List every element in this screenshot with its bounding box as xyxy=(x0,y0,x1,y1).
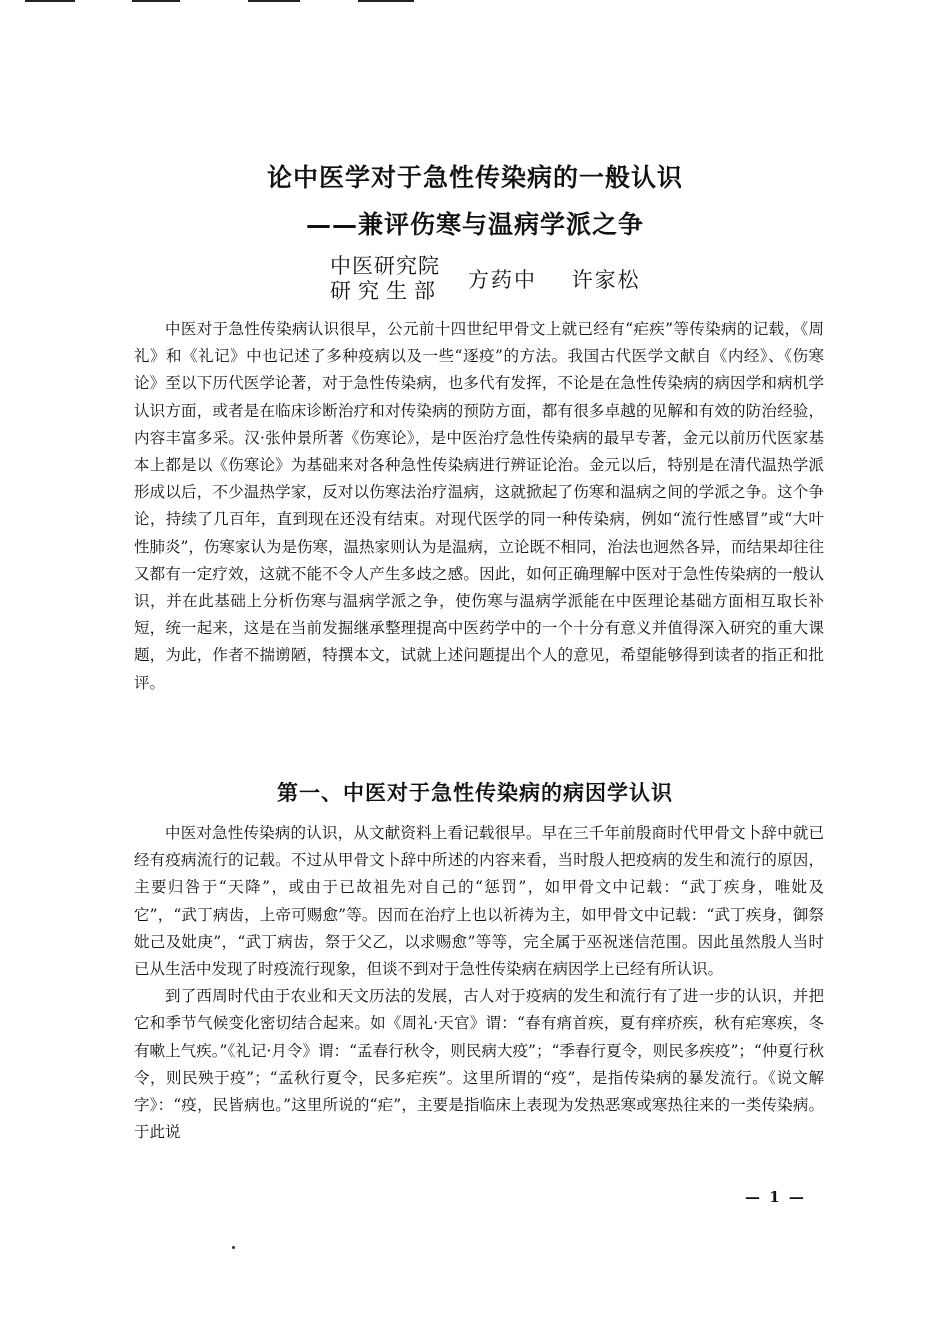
top-rule-2 xyxy=(132,0,180,2)
section-heading: 第一、中医对于急性传染病的病因学认识 xyxy=(277,780,673,805)
body-paragraph: 到了西周时代由于农业和天文历法的发展，古人对于疫病的发生和流行有了进一步的认识，并把它和季节气候变化密切结合起来。如《周礼·天官》谓：“春有痟首疾，夏有痒疥疾，秋有疟寒疾，冬有嗽上气疾。”《礼记·月令》谓：“孟春行秋令，则民病大疫”；“季春行夏令，则民多疾疫”；“仲夏行秋令，则民殃于疫”；“孟秋行夏令，民多疟疾”。这里所谓的“疫”，是指传染病的暴发流行。《说文解字》：“疫，民皆病也。”这里所说的“疟”，主要是指临床上表现为发热恶寒或寒热往来的一类传染病。于此说 xyxy=(134,987,824,1142)
scan-speck xyxy=(232,1246,235,1249)
author-affiliation xyxy=(330,254,442,304)
author-list xyxy=(468,264,641,294)
paper-subtitle: ——兼评伤寒与温病学派之争 xyxy=(305,210,644,239)
byline xyxy=(330,254,690,304)
author-name: 方药中 xyxy=(468,268,537,292)
page-number: — 1 — xyxy=(745,1188,806,1206)
top-rule-3 xyxy=(248,0,300,2)
intro-paragraph: 中医对于急性传染病认识很早，公元前十四世纪甲骨文上就已经有“疟疾”等传染病的记载，《周礼》和《礼记》中也记述了多种疫病以及一些“逐疫”的方法。我国古代医学文献自《内经》、《伤寒论》至以下历代医学论著，对于急性传染病，也多代有发挥，不论是在急性传染病的病因学和病机学认识方面，或者是在临床诊断治疗和对传染病的预防方面，都有很多卓越的见解和有效的防治经验，内容丰富多采。汉·张仲景所著《伤寒论》，是中医治疗急性传染病的最早专著，金元以前历代医家基本上都是以《伤寒论》为基础来对各种急性传染病进行辨证论治。金元以后，特别是在清代温热学派形成以后，不少温热学家，反对以伤寒法治疗温病，这就掀起了伤寒和温病之间的学派之争。这个争论，持续了几百年，直到现在还没有结束。对现代医学的同一种传染病，例如“流行性感冒”或“大叶性肺炎”，伤寒家认为是伤寒，温热家则认为是温病，立论既不相同，治法也迥然各异，而结果却往往又都有一定疗效，这就不能不令人产生多歧之感。因此，如何正确理解中医对于急性传染病的一般认识，并在此基础上分析伤寒与温病学派之争，使伤寒与温病学派能在中医理论基础方面相互取长补短，统一起来，这是在当前发掘继承整理提高中医药学中的一个十分有意义并值得深入研究的重大课题，为此，作者不揣谫陋，特撰本文，试就上述问题提出个人的意见，希望能够得到读者的指正和批评。 xyxy=(134,320,824,692)
paper-title: 论中医学对于急性传染病的一般认识 xyxy=(266,163,683,192)
author-name: 许家松 xyxy=(571,268,641,292)
top-rule-1 xyxy=(25,0,75,2)
intro-section xyxy=(134,316,824,697)
affiliation-line-1: 中医研究院 xyxy=(330,254,440,278)
top-rule-4 xyxy=(358,0,414,2)
body-paragraph: 中医对急性传染病的认识，从文献资料上看记载很早。早在三千年前殷商时代甲骨文卜辞中就已经有疫病流行的记载。不过从甲骨文卜辞中所述的内容来看，当时殷人把疫病的发生和流行的原因，主要归咎于“天降”，或由于已故祖先对自己的“惩罚”，如甲骨文中记载：“武丁疾身，唯妣及它”，“武丁病齿，上帝可赐愈”等。因而在治疗上也以祈祷为主，如甲骨文中记载：“武丁疾身，御祭妣己及妣庚”，“武丁病齿，祭于父乙，以求赐愈”等等，完全属于巫祝迷信范围。因此虽然殷人当时已从生活中发现了时疫流行现象，但谈不到对于急性传染病在病因学上已经有所认识。 xyxy=(134,824,824,979)
section-body xyxy=(134,820,824,1146)
affiliation-line-2: 研究生部 xyxy=(330,279,442,303)
